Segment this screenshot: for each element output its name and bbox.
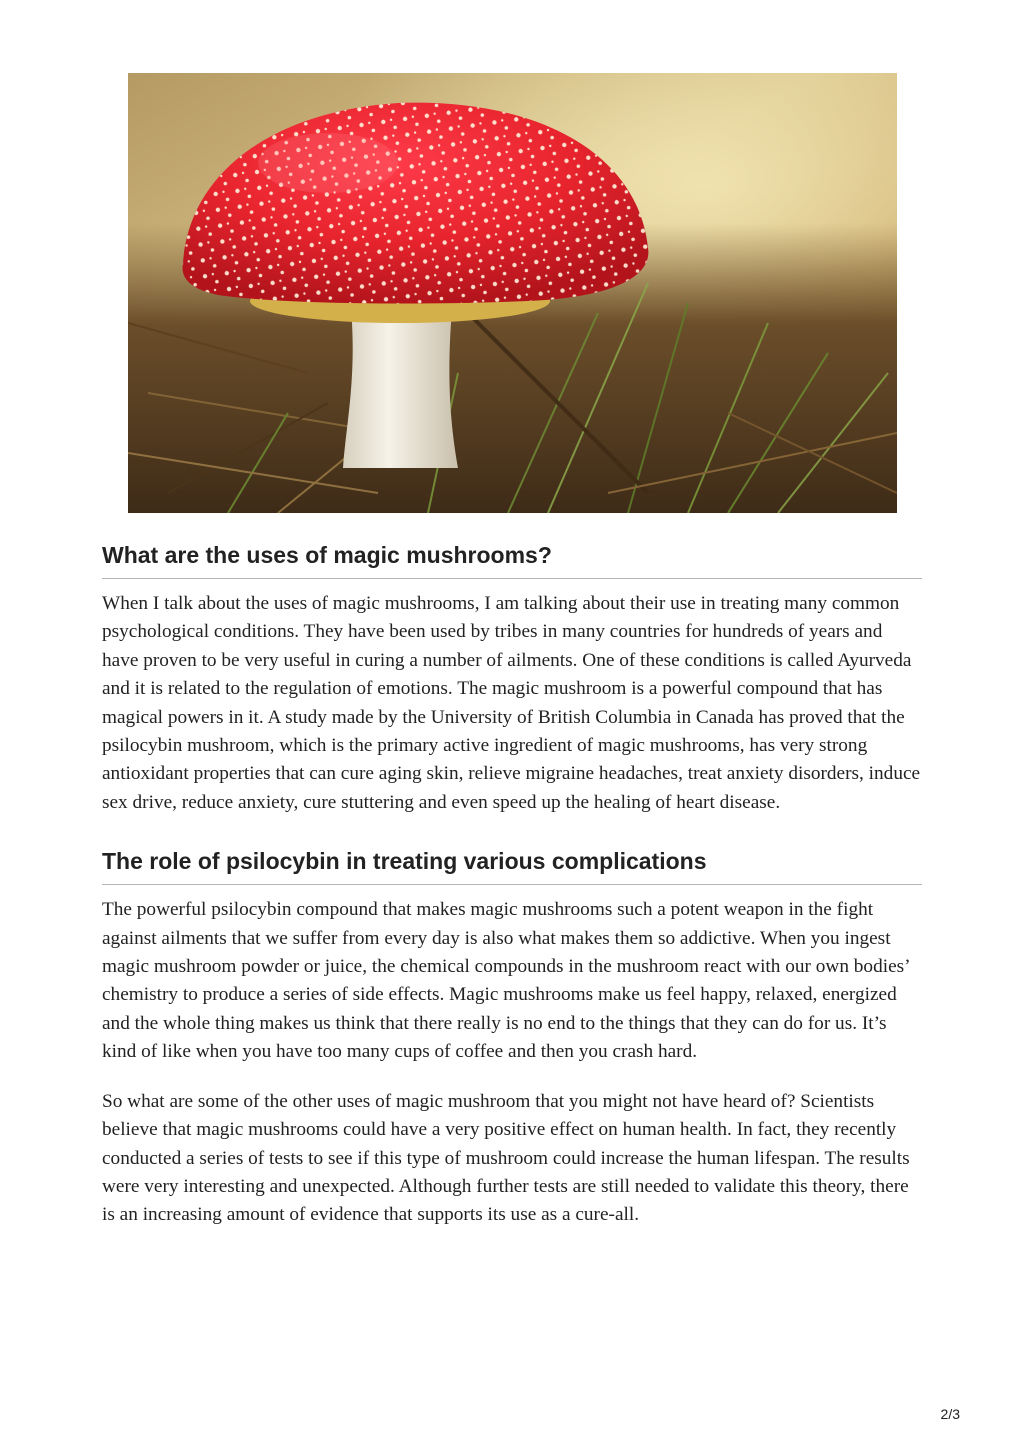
section-heading-uses: What are the uses of magic mushrooms?	[102, 540, 922, 579]
article-content	[102, 540, 922, 1230]
section-paragraph-uses: When I talk about the uses of magic mushrooms, I am talking about their use in treating many common psychological conditions. They have been used by tribes in many countries for hundreds of years and have proven to be very useful in curing a number of ailments. One of these conditions is called Ayurveda and it is related to the regulation of emotions. The magic mushroom is a powerful compound that has magical powers in it. A study made by the University of British Columbia in Canada has proved that the psilocybin mushroom, which is the primary active ingredient of magic mushrooms, has very strong antioxidant properties that can cure aging skin, relieve migraine headaches, treat anxiety disorders, induce sex drive, reduce anxiety, cure stuttering and even speed up the healing of heart disease.	[102, 593, 921, 813]
section-heading-psilocybin: The role of psilocybin in treating various complications	[102, 846, 922, 885]
hero-mushroom-image	[128, 73, 897, 513]
page-number: 2/3	[940, 1406, 960, 1422]
section-paragraph-psilocybin: The powerful psilocybin compound that makes magic mushrooms such a potent weapon in the fight against ailments that we suffer from every day is also what makes them so addictive. When you ingest magic mushroom powder or juice, the chemical compounds in the mushroom react with our own bodies’ chemistry to produce a series of side effects. Magic mushrooms make us feel happy, relaxed, energized and the whole thing makes us think that there really is no end to the things that they can do for us. It’s kind of like when you have too many cups of coffee and then you crash hard.	[102, 899, 910, 1063]
section-paragraph-other-uses: So what are some of the other uses of magic mushroom that you might not have heard of? Scientists believe that magic mushrooms could have a very positive effect on human health. In fact, they recently conducted a series of tests to see if this type of mushroom could increase the human lifespan. The results were very interesting and unexpected. Although further tests are still needed to validate this theory, there is an increasing amount of evidence that supports its use as a cure-all.	[102, 1090, 910, 1226]
